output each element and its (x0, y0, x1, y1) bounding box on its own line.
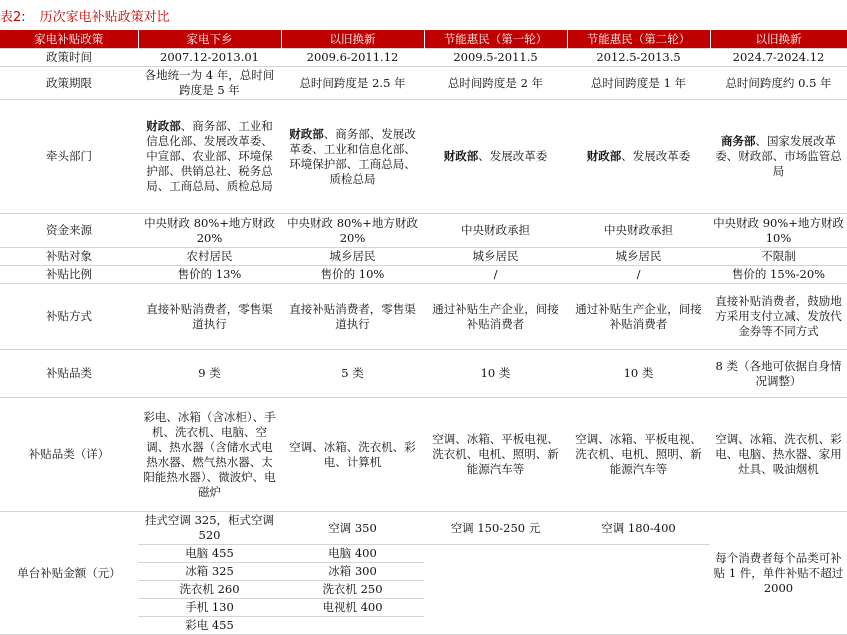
table-cell: 空调、冰箱、平板电视、洗衣机、电机、照明、新能源汽车等 (424, 398, 567, 512)
table-cell: 空调、冰箱、洗衣机、彩电、电脑、热水器、家用灶具、吸油烟机 (710, 398, 847, 512)
table-cell: 空调 350 (281, 512, 424, 545)
table-cell: 总时间跨度约 0.5 年 (710, 67, 847, 100)
column-header: 家电补贴政策 (0, 30, 138, 49)
table-row (0, 67, 847, 100)
row-label: 补贴对象 (0, 248, 138, 266)
table-cell (281, 100, 424, 214)
table-cell: 2009.5-2011.5 (424, 49, 567, 67)
table-cell: 彩电、冰箱（含冰柜）、手机、洗衣机、电脑、空调、热水器（含储水式电热水器、燃气热水器、太阳能热水器）、微波炉、电磁炉 (138, 398, 281, 512)
table-cell: 售价的 13% (138, 266, 281, 284)
table-cell: 中央财政 90%+地方财政 10% (710, 214, 847, 248)
row-label: 资金来源 (0, 214, 138, 248)
table-cell: 每个消费者每个品类可补贴 1 件，单件补贴不超过 2000 (710, 512, 847, 635)
table-cell: 电脑 400 (281, 545, 424, 563)
lead-agency: 财政部 (443, 149, 479, 163)
table-cell: 手机 130 (138, 599, 281, 617)
table-cell: 直接补贴消费者，鼓励地方采用支付立减、发放代金券等不同方式 (710, 284, 847, 350)
table-cell: 城乡居民 (424, 248, 567, 266)
table-cell (424, 100, 567, 214)
column-header: 家电下乡 (138, 30, 281, 49)
table-cell: 10 类 (424, 350, 567, 398)
table-cell: 9 类 (138, 350, 281, 398)
table-cell: 直接补贴消费者，零售渠道执行 (281, 284, 424, 350)
table-cell: 洗衣机 260 (138, 581, 281, 599)
table-cell: / (424, 266, 567, 284)
table-cell: 彩电 455 (138, 617, 281, 635)
lead-agency: 财政部 (146, 119, 181, 133)
co-agencies: 、商务部、工业和信息化部、发展改革委、中宣部、农业部、环境保护部、供销总社、税务总局、工商总局、质检总局 (146, 119, 273, 193)
table-cell: 不限制 (710, 248, 847, 266)
table-cell (567, 545, 710, 635)
column-header: 节能惠民（第一轮） (424, 30, 567, 49)
table-row (0, 214, 847, 248)
table-row (0, 398, 847, 512)
table-cell: 总时间跨度是 2 年 (424, 67, 567, 100)
row-label: 补贴方式 (0, 284, 138, 350)
table-cell: 空调 150-250 元 (424, 512, 567, 545)
table-cell: 10 类 (567, 350, 710, 398)
column-header: 以旧换新 (281, 30, 424, 49)
table-cell (567, 100, 710, 214)
table-cell: 2007.12-2013.01 (138, 49, 281, 67)
table-cell: 电视机 400 (281, 599, 424, 617)
header-row (0, 30, 847, 49)
table-cell (710, 100, 847, 214)
table-cell: 5 类 (281, 350, 424, 398)
lead-agency: 财政部 (586, 149, 622, 163)
table-cell: 冰箱 300 (281, 563, 424, 581)
column-header: 以旧换新 (710, 30, 847, 49)
table-cell: 通过补贴生产企业，间接补贴消费者 (567, 284, 710, 350)
table-cell: 售价的 15%-20% (710, 266, 847, 284)
table-cell: 通过补贴生产企业，间接补贴消费者 (424, 284, 567, 350)
row-label: 政策时间 (0, 49, 138, 67)
co-agencies: 、商务部、发展改革委、工业和信息化部、环境保护部、工商总局、质检总局 (289, 126, 416, 186)
table-cell: 空调 180-400 (567, 512, 710, 545)
table-row (0, 248, 847, 266)
table-cell (138, 100, 281, 214)
table-row (0, 49, 847, 67)
table-cell: 电脑 455 (138, 545, 281, 563)
table-cell: 挂式空调 325，柜式空调 520 (138, 512, 281, 545)
table-cell: 2024.7-2024.12 (710, 49, 847, 67)
table-cell: 中央财政承担 (567, 214, 710, 248)
row-label: 补贴比例 (0, 266, 138, 284)
row-label: 政策期限 (0, 67, 138, 100)
caption-title: 历次家电补贴政策对比 (39, 9, 170, 25)
table-cell: 总时间跨度是 1 年 (567, 67, 710, 100)
co-agencies: 、国家发展改革委、财政部、市场监管总局 (715, 134, 842, 178)
lead-agency: 财政部 (289, 126, 324, 141)
table-cell: 洗衣机 250 (281, 581, 424, 599)
table-cell: 各地统一为 4 年，总时间跨度是 5 年 (138, 67, 281, 100)
table-cell: 2012.5-2013.5 (567, 49, 710, 67)
table-cell: 2009.6-2011.12 (281, 49, 424, 67)
table-row (0, 512, 847, 545)
table-cell (281, 617, 424, 635)
table-cell: 城乡居民 (281, 248, 424, 266)
row-label: 补贴品类（详） (0, 398, 138, 512)
table-cell: / (567, 266, 710, 284)
table-caption (0, 0, 847, 30)
table-cell: 直接补贴消费者，零售渠道执行 (138, 284, 281, 350)
column-header: 节能惠民（第二轮） (567, 30, 710, 49)
table-cell: 中央财政 80%+地方财政 20% (138, 214, 281, 248)
policy-comparison-table (0, 30, 847, 635)
table-row (0, 266, 847, 284)
table-cell: 冰箱 325 (138, 563, 281, 581)
lead-agency: 商务部 (721, 134, 756, 148)
row-label: 牵头部门 (0, 100, 138, 214)
table-row (0, 284, 847, 350)
table-cell: 中央财政承担 (424, 214, 567, 248)
table-cell: 空调、冰箱、平板电视、洗衣机、电机、照明、新能源汽车等 (567, 398, 710, 512)
table-cell: 农村居民 (138, 248, 281, 266)
table-cell: 空调、冰箱、洗衣机、彩电、计算机 (281, 398, 424, 512)
row-label: 单台补贴金额（元） (0, 512, 138, 635)
row-label: 补贴品类 (0, 350, 138, 398)
co-agencies: 、发展改革委 (478, 149, 548, 163)
table-cell (424, 545, 567, 635)
table-cell: 中央财政 80%+地方财政 20% (281, 214, 424, 248)
table-row (0, 350, 847, 398)
table-cell: 8 类（各地可依据自身情况调整） (710, 350, 847, 398)
table-cell: 城乡居民 (567, 248, 710, 266)
co-agencies: 、发展改革委 (621, 149, 691, 163)
caption-label: 表2: (0, 9, 26, 25)
table-cell: 售价的 10% (281, 266, 424, 284)
table-row (0, 100, 847, 214)
table-cell: 总时间跨度是 2.5 年 (281, 67, 424, 100)
